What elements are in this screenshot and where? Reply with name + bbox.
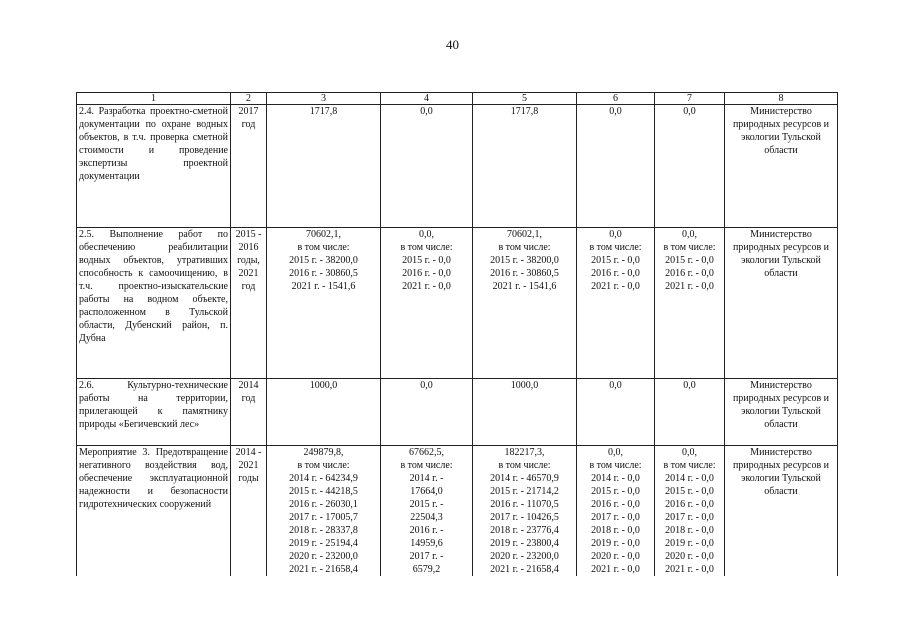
cell-line: 0,0 bbox=[683, 380, 696, 391]
cell-line: 2016 bbox=[238, 242, 259, 253]
years-cell bbox=[231, 105, 267, 228]
cell-line: в том числе: bbox=[498, 242, 551, 253]
cell-line: 2016 г. - 11070,5 bbox=[490, 499, 559, 510]
executor-cell: Министерство природных ресурсов и экологии Тульской области bbox=[725, 446, 838, 577]
years-cell bbox=[231, 379, 267, 446]
cell-line: 2020 г. - 0,0 bbox=[665, 551, 714, 562]
cell-line: 2014 г. - 64234,9 bbox=[289, 473, 358, 484]
cell-line: в том числе: bbox=[589, 460, 642, 471]
table-row bbox=[77, 446, 838, 577]
column-header: 8 bbox=[725, 93, 838, 105]
cell-line: год bbox=[241, 281, 256, 292]
cell-line: 22504,3 bbox=[410, 512, 443, 523]
cell-line: 1000,0 bbox=[510, 380, 539, 391]
cell-line: 2019 г. - 0,0 bbox=[591, 538, 640, 549]
cell-line: 2016 г. - 0,0 bbox=[665, 499, 714, 510]
column-header: 6 bbox=[577, 93, 655, 105]
cell-line: 2015 г. - 21714,2 bbox=[490, 486, 559, 497]
cell-line: 2014 г. - 0,0 bbox=[665, 473, 714, 484]
cell-line: год bbox=[241, 119, 256, 130]
page-number: 40 bbox=[446, 37, 459, 52]
cell-line: 2016 г. - 0,0 bbox=[402, 268, 451, 279]
cell-line: 2017 г. - 0,0 bbox=[591, 512, 640, 523]
cell-line: 2016 г. - 26030,1 bbox=[289, 499, 358, 510]
cell-line: 2021 г. - 0,0 bbox=[402, 281, 451, 292]
cell-line: 14959,6 bbox=[410, 538, 443, 549]
cell-line: 70602,1, bbox=[507, 229, 542, 240]
cell-line: в том числе: bbox=[297, 460, 350, 471]
cell-line: годы bbox=[238, 473, 259, 484]
cell-line: 67662,5, bbox=[409, 447, 444, 458]
cell-line: 1000,0 bbox=[309, 380, 338, 391]
cell-line: 0,0, bbox=[682, 229, 697, 240]
cell-line: 6579,2 bbox=[412, 564, 441, 575]
cell-line: 2019 г. - 25194,4 bbox=[289, 538, 358, 549]
cell-line: 2016 г. - 30860,5 bbox=[490, 268, 559, 279]
local-budget-cell bbox=[577, 379, 655, 446]
cell-line: 2015 г. - 0,0 bbox=[591, 486, 640, 497]
activity-name-cell: 2.6. Культурно-технические работы на территории, прилегающей к памятнику природы «Бегичевский лес» bbox=[77, 379, 231, 446]
activity-name-cell: 2.4. Разработка проектно-сметной документации по охране водных объектов, в т.ч. проверка сметной стоимости и проведение экспертизы проектной документации bbox=[77, 105, 231, 228]
cell-line: 0,0 bbox=[609, 229, 622, 240]
total-funding-cell bbox=[267, 105, 381, 228]
cell-line: 2021 bbox=[238, 268, 259, 279]
regional-budget-cell bbox=[473, 105, 577, 228]
column-header: 5 bbox=[473, 93, 577, 105]
cell-line: 2021 г. - 0,0 bbox=[665, 281, 714, 292]
cell-line: 2014 bbox=[238, 380, 259, 391]
cell-line: 2015 г. - 0,0 bbox=[402, 255, 451, 266]
local-budget-cell bbox=[577, 446, 655, 577]
total-funding-cell bbox=[267, 379, 381, 446]
federal-budget-cell bbox=[381, 228, 473, 379]
cell-line: 2021 г. - 0,0 bbox=[591, 564, 640, 575]
cell-line: 2016 г. - bbox=[409, 525, 444, 536]
total-funding-cell bbox=[267, 446, 381, 577]
cell-line: годы, bbox=[237, 255, 260, 266]
executor-cell: Министерство природных ресурсов и экологии Тульской области bbox=[725, 379, 838, 446]
cell-line: 182217,3, bbox=[504, 447, 545, 458]
cell-line: 0,0, bbox=[608, 447, 623, 458]
column-header: 4 bbox=[381, 93, 473, 105]
cell-line: 2015 - bbox=[235, 229, 262, 240]
cell-line: 2017 г. - 0,0 bbox=[665, 512, 714, 523]
cell-line: 2021 г. - 21658,4 bbox=[490, 564, 559, 575]
cell-line: в том числе: bbox=[498, 460, 551, 471]
column-header: 7 bbox=[655, 93, 725, 105]
cell-line: год bbox=[241, 393, 256, 404]
cell-line: в том числе: bbox=[663, 460, 716, 471]
cell-line: 2020 г. - 0,0 bbox=[591, 551, 640, 562]
cell-line: 2017 г. - bbox=[409, 551, 444, 562]
total-funding-cell bbox=[267, 228, 381, 379]
cell-line: 2016 г. - 0,0 bbox=[591, 268, 640, 279]
header-row bbox=[77, 93, 838, 105]
cell-line: 2018 г. - 0,0 bbox=[665, 525, 714, 536]
cell-line: 2018 г. - 0,0 bbox=[591, 525, 640, 536]
years-cell bbox=[231, 446, 267, 577]
cell-line: 0,0 bbox=[683, 106, 696, 117]
other-sources-cell bbox=[655, 446, 725, 577]
regional-budget-cell bbox=[473, 228, 577, 379]
cell-line: 2018 г. - 28337,8 bbox=[289, 525, 358, 536]
years-cell bbox=[231, 228, 267, 379]
other-sources-cell bbox=[655, 228, 725, 379]
federal-budget-cell bbox=[381, 105, 473, 228]
cell-line: 2016 г. - 30860,5 bbox=[289, 268, 358, 279]
column-header: 3 bbox=[267, 93, 381, 105]
cell-line: 2015 г. - 0,0 bbox=[591, 255, 640, 266]
cell-line: 2021 bbox=[238, 460, 259, 471]
cell-line: 2019 г. - 0,0 bbox=[665, 538, 714, 549]
table-row bbox=[77, 228, 838, 379]
cell-line: 0,0, bbox=[419, 229, 434, 240]
cell-line: 0,0 bbox=[609, 106, 622, 117]
cell-line: в том числе: bbox=[400, 242, 453, 253]
local-budget-cell bbox=[577, 105, 655, 228]
cell-line: 2021 г. - 1541,6 bbox=[492, 281, 557, 292]
cell-line: 2021 г. - 0,0 bbox=[591, 281, 640, 292]
regional-budget-cell bbox=[473, 379, 577, 446]
cell-line: в том числе: bbox=[589, 242, 642, 253]
cell-line: 2014 г. - 46570,9 bbox=[490, 473, 559, 484]
cell-line: 1717,8 bbox=[510, 106, 539, 117]
program-table bbox=[76, 92, 838, 576]
cell-line: 249879,8, bbox=[303, 447, 344, 458]
table-row bbox=[77, 379, 838, 446]
cell-line: 2021 г. - 0,0 bbox=[665, 564, 714, 575]
cell-line: 0,0 bbox=[420, 380, 433, 391]
cell-line: 2017 г. - 10426,5 bbox=[490, 512, 559, 523]
cell-line: 2020 г. - 23200,0 bbox=[289, 551, 358, 562]
cell-line: 2014 г. - 0,0 bbox=[591, 473, 640, 484]
cell-line: в том числе: bbox=[400, 460, 453, 471]
cell-line: 2021 г. - 1541,6 bbox=[291, 281, 356, 292]
local-budget-cell bbox=[577, 228, 655, 379]
other-sources-cell bbox=[655, 105, 725, 228]
cell-line: 0,0 bbox=[609, 380, 622, 391]
cell-line: в том числе: bbox=[297, 242, 350, 253]
cell-line: 2015 г. - 0,0 bbox=[665, 255, 714, 266]
regional-budget-cell bbox=[473, 446, 577, 577]
column-header: 1 bbox=[77, 93, 231, 105]
cell-line: 0,0, bbox=[682, 447, 697, 458]
cell-line: 70602,1, bbox=[306, 229, 341, 240]
cell-line: 2015 г. - 38200,0 bbox=[490, 255, 559, 266]
cell-line: в том числе: bbox=[663, 242, 716, 253]
cell-line: 2019 г. - 23800,4 bbox=[490, 538, 559, 549]
cell-line: 17664,0 bbox=[410, 486, 443, 497]
cell-line: 2017 bbox=[238, 106, 259, 117]
cell-line: 2021 г. - 21658,4 bbox=[289, 564, 358, 575]
cell-line: 2018 г. - 23776,4 bbox=[490, 525, 559, 536]
executor-cell: Министерство природных ресурсов и экологии Тульской области bbox=[725, 105, 838, 228]
cell-line: 2014 г. - bbox=[409, 473, 444, 484]
cell-line: 2015 г. - 0,0 bbox=[665, 486, 714, 497]
activity-name-cell: Мероприятие 3. Предотвращение негативного воздействия вод, обеспечение эксплуатационной надежности и безопасности гидротехнических сооружений bbox=[77, 446, 231, 577]
column-header: 2 bbox=[231, 93, 267, 105]
executor-cell: Министерство природных ресурсов и экологии Тульской области bbox=[725, 228, 838, 379]
other-sources-cell bbox=[655, 379, 725, 446]
cell-line: 2015 г. - bbox=[409, 499, 444, 510]
federal-budget-cell bbox=[381, 379, 473, 446]
cell-line: 1717,8 bbox=[309, 106, 338, 117]
cell-line: 2017 г. - 17005,7 bbox=[289, 512, 358, 523]
federal-budget-cell bbox=[381, 446, 473, 577]
cell-line: 2015 г. - 38200,0 bbox=[289, 255, 358, 266]
cell-line: 2020 г. - 23200,0 bbox=[490, 551, 559, 562]
cell-line: 2016 г. - 0,0 bbox=[665, 268, 714, 279]
cell-line: 2016 г. - 0,0 bbox=[591, 499, 640, 510]
cell-line: 0,0 bbox=[420, 106, 433, 117]
cell-line: 2015 г. - 44218,5 bbox=[289, 486, 358, 497]
table-row bbox=[77, 105, 838, 228]
activity-name-cell: 2.5. Выполнение работ по обеспечению реабилитации водных объектов, утративших способность к самоочищению, в т.ч. проектно-изыскательские работы на водном объекте, расположенном в Тульской области, Дубенский район, п. Дубна bbox=[77, 228, 231, 379]
cell-line: 2014 - bbox=[235, 447, 262, 458]
